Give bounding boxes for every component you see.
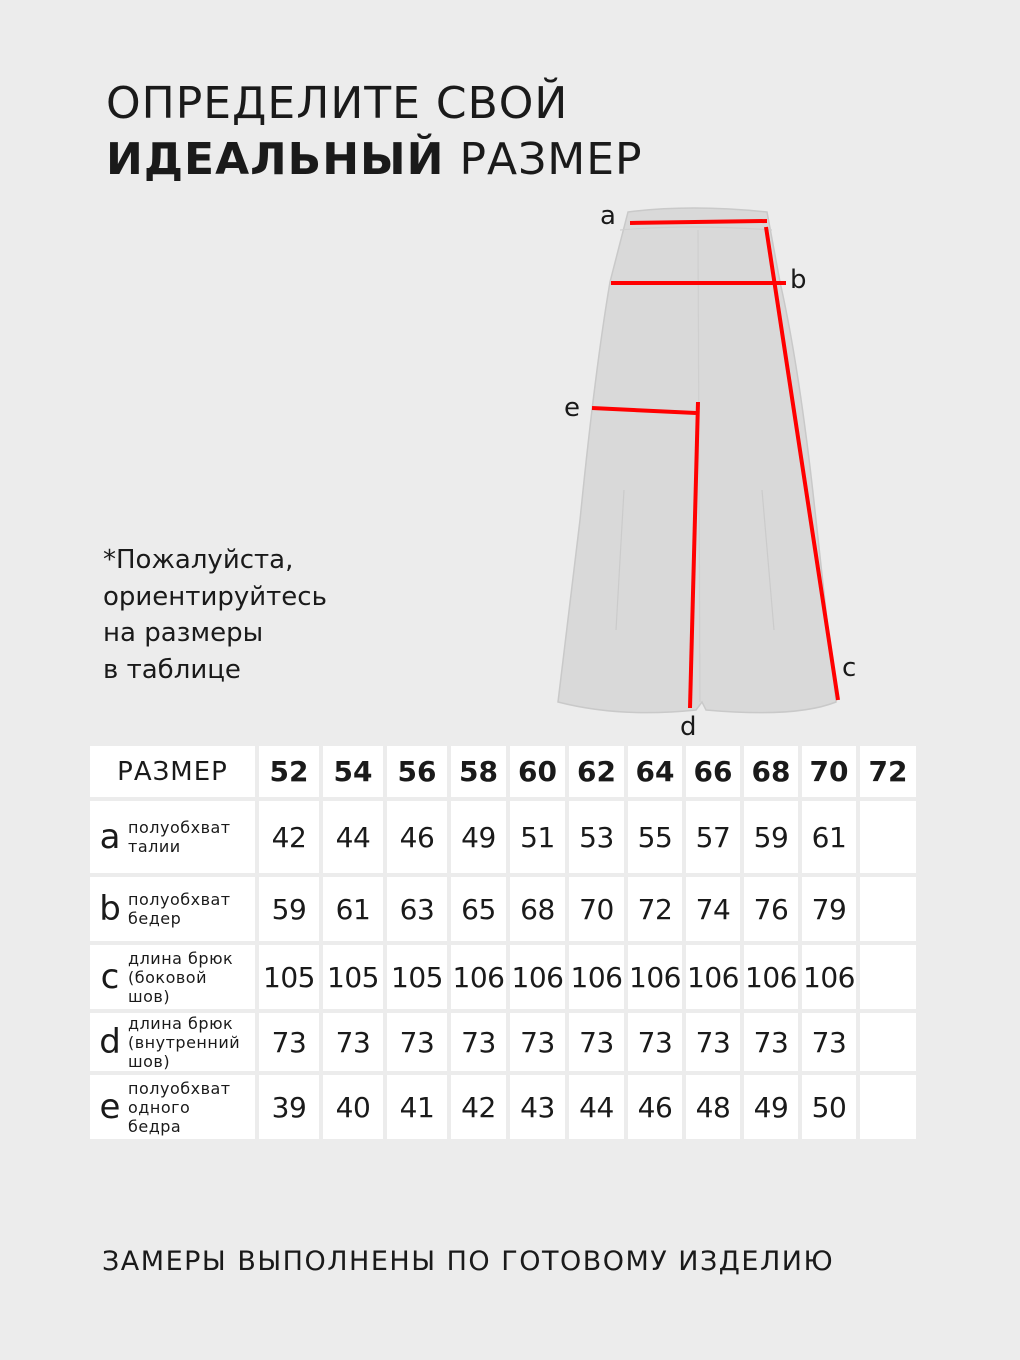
row-description: полуобхват бедер [128, 890, 231, 928]
table-cell: 55 [628, 801, 682, 873]
row-letter: e [99, 1087, 121, 1127]
row-letter: a [99, 817, 121, 857]
table-cell [860, 877, 916, 941]
table-cell: 40 [323, 1075, 383, 1139]
table-row [90, 877, 916, 941]
table-cell: 74 [686, 877, 740, 941]
table-cell: 72 [628, 877, 682, 941]
title-line-1: ОПРЕДЕЛИТЕ СВОЙ [106, 78, 569, 129]
size-header: 64 [628, 746, 682, 797]
title-bold-word: ИДЕАЛЬНЫЙ [106, 134, 445, 185]
label-d: d [680, 712, 697, 742]
table-cell: 46 [387, 801, 447, 873]
table-cell: 48 [686, 1075, 740, 1139]
table-cell: 61 [323, 877, 383, 941]
table-cell: 73 [744, 1013, 798, 1071]
footer-note: ЗАМЕРЫ ВЫПОЛНЕНЫ ПО ГОТОВОМУ ИЗДЕЛИЮ [102, 1246, 835, 1277]
table-cell: 68 [510, 877, 565, 941]
label-c: c [842, 653, 857, 683]
table-cell: 59 [259, 877, 319, 941]
table-cell: 65 [451, 877, 506, 941]
size-header: 54 [323, 746, 383, 797]
table-cell: 106 [510, 945, 565, 1009]
table-cell: 63 [387, 877, 447, 941]
table-cell: 39 [259, 1075, 319, 1139]
table-cell: 105 [323, 945, 383, 1009]
row-description: длина брюк (боковой шов) [128, 948, 234, 1006]
table-cell: 106 [802, 945, 856, 1009]
row-letter: c [100, 957, 120, 997]
table-cell: 106 [569, 945, 624, 1009]
title-rest: РАЗМЕР [444, 134, 643, 185]
row-header [90, 1075, 255, 1139]
table-row [90, 1075, 916, 1139]
table-row [90, 945, 916, 1009]
size-header: 62 [569, 746, 624, 797]
table-cell: 73 [628, 1013, 682, 1071]
label-b: b [790, 265, 807, 295]
row-description: длина брюк (внутренний шов) [128, 1013, 241, 1071]
table-cell: 73 [387, 1013, 447, 1071]
table-row [90, 801, 916, 873]
table-cell: 44 [569, 1075, 624, 1139]
table-cell: 105 [259, 945, 319, 1009]
table-cell: 61 [802, 801, 856, 873]
table-cell: 73 [510, 1013, 565, 1071]
size-header-label: РАЗМЕР [90, 746, 255, 797]
table-cell: 57 [686, 801, 740, 873]
table-cell: 70 [569, 877, 624, 941]
table-cell: 73 [686, 1013, 740, 1071]
size-note: *Пожалуйста, ориентируйтесь на размеры в таблице [103, 545, 327, 685]
row-description: полуобхват талии [128, 818, 231, 856]
page-title [106, 76, 643, 188]
table-cell: 73 [259, 1013, 319, 1071]
table-cell: 106 [686, 945, 740, 1009]
size-header: 68 [744, 746, 798, 797]
row-header [90, 1013, 255, 1071]
table-cell: 46 [628, 1075, 682, 1139]
size-header-row [90, 746, 916, 797]
table-cell: 73 [569, 1013, 624, 1071]
size-header: 66 [686, 746, 740, 797]
table-cell [860, 801, 916, 873]
size-header: 70 [802, 746, 856, 797]
row-header [90, 877, 255, 941]
size-table [86, 742, 920, 1143]
size-header: 60 [510, 746, 565, 797]
size-header: 72 [860, 746, 916, 797]
table-row [90, 1013, 916, 1071]
row-header [90, 945, 255, 1009]
trousers-diagram [540, 190, 880, 750]
table-cell [860, 945, 916, 1009]
table-cell: 49 [451, 801, 506, 873]
table-cell: 73 [451, 1013, 506, 1071]
table-cell [860, 1075, 916, 1139]
measure-line-a [630, 221, 767, 223]
row-header [90, 801, 255, 873]
table-cell: 59 [744, 801, 798, 873]
table-cell: 43 [510, 1075, 565, 1139]
table-cell: 105 [387, 945, 447, 1009]
table-cell: 42 [451, 1075, 506, 1139]
row-description: полуобхват одного бедра [128, 1078, 231, 1136]
table-cell: 50 [802, 1075, 856, 1139]
table-cell: 44 [323, 801, 383, 873]
table-cell: 106 [628, 945, 682, 1009]
table-cell: 73 [323, 1013, 383, 1071]
table-cell: 51 [510, 801, 565, 873]
title-line-2 [106, 132, 643, 188]
table-cell: 79 [802, 877, 856, 941]
size-header: 58 [451, 746, 506, 797]
table-cell: 106 [744, 945, 798, 1009]
size-header: 52 [259, 746, 319, 797]
table-cell: 53 [569, 801, 624, 873]
table-cell [860, 1013, 916, 1071]
table-cell: 42 [259, 801, 319, 873]
label-e: e [564, 393, 580, 423]
table-cell: 106 [451, 945, 506, 1009]
table-cell: 41 [387, 1075, 447, 1139]
table-cell: 73 [802, 1013, 856, 1071]
row-letter: b [99, 889, 121, 929]
table-cell: 76 [744, 877, 798, 941]
row-letter: d [99, 1022, 121, 1062]
table-cell: 49 [744, 1075, 798, 1139]
label-a: a [600, 201, 616, 231]
size-header: 56 [387, 746, 447, 797]
